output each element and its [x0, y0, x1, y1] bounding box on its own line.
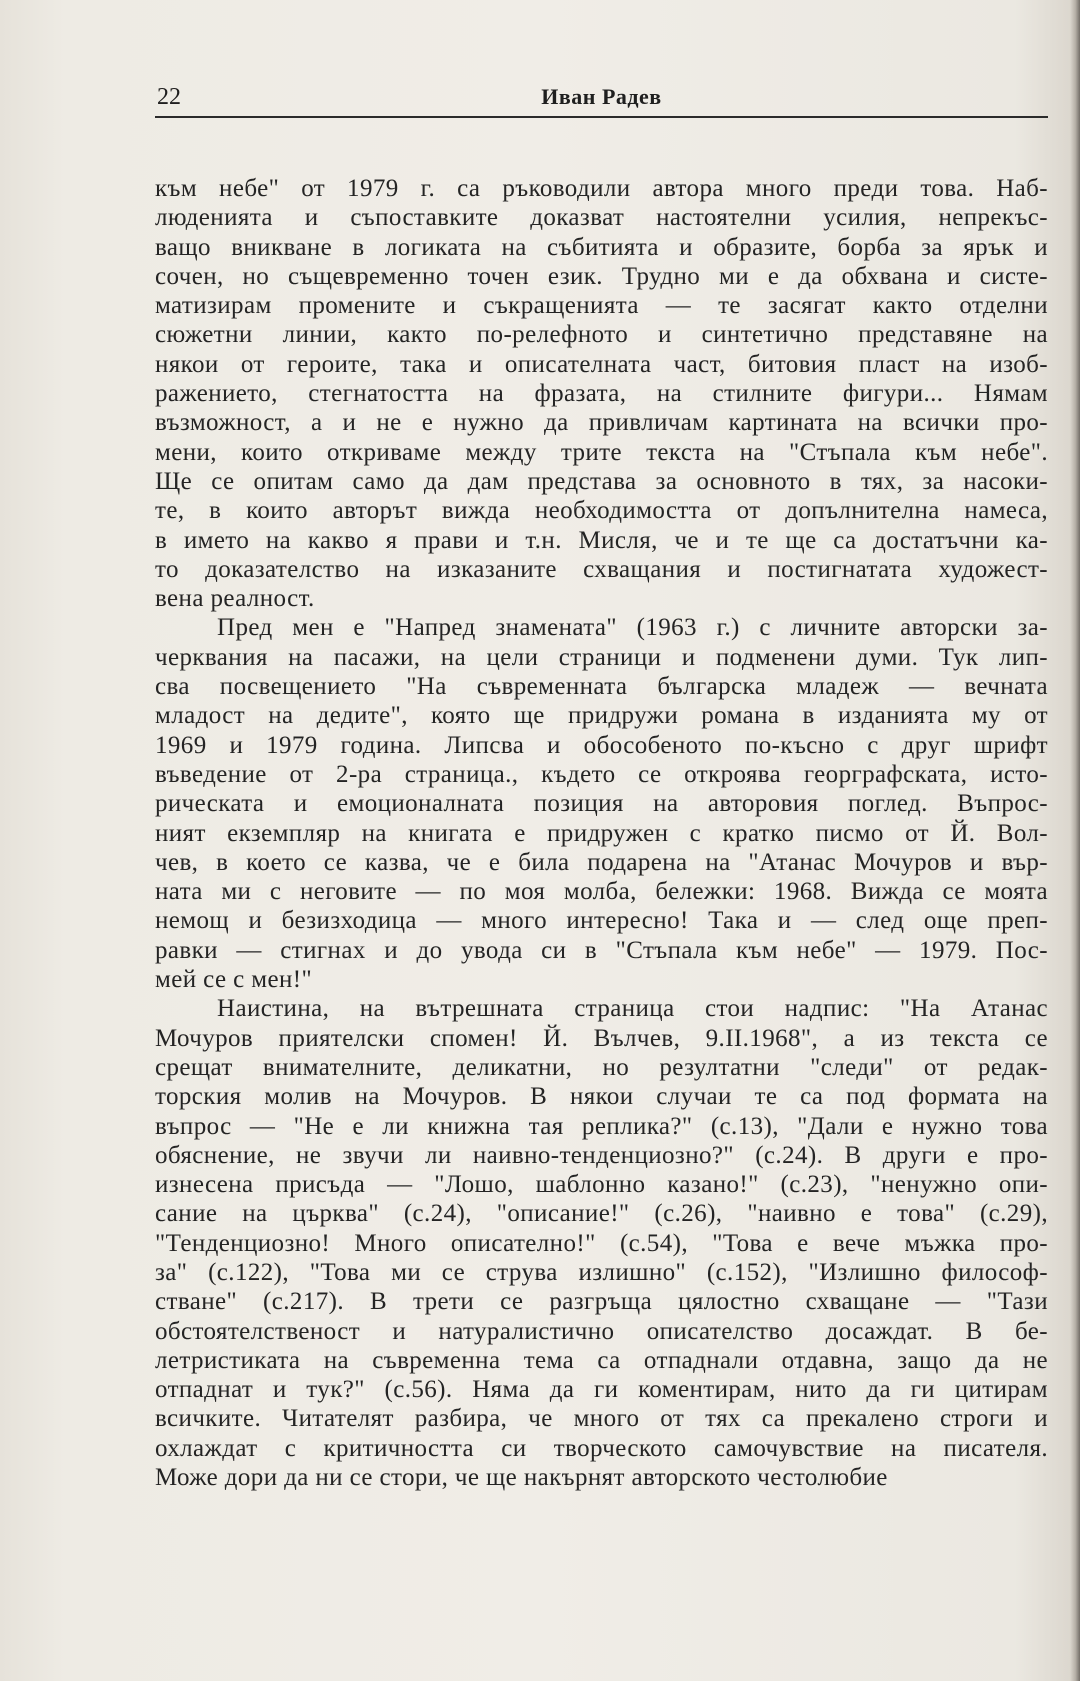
text-line: равки — стигнах и до увода си в "Стъпала към небе" — 1979. Пос-: [155, 936, 1048, 964]
text-line: сочен, но същевременно точен език. Трудно ми е да обхвана и систе-: [155, 262, 1048, 290]
text-line: люденията и съпоставките доказват настоятелни усилия, непрекъс-: [155, 204, 1048, 232]
text-line: въпрос — "Не е ли книжна тая реплика?" (с.13), "Дали е нужно това: [155, 1112, 1048, 1140]
text-line: черквания на пасажи, на цели страници и подменени думи. Тук лип-: [155, 643, 1048, 671]
text-line: младост на дедите", която ще придружи романа в изданията му от: [155, 702, 1048, 730]
paragraph: [155, 994, 1048, 1492]
text-line: то доказателство на изказаните схващания и постигнатата художест-: [155, 555, 1048, 583]
text-line: мени, които откриваме между трите текста на "Стъпала към небе".: [155, 438, 1048, 466]
text-line: обяснение, не звучи ли наивно-тенденциозно?" (с.24). В други е про-: [155, 1141, 1048, 1169]
running-head: Иван Радев: [541, 84, 662, 109]
text-line: въведение от 2-ра страница., където се откроява георграфската, исто-: [155, 760, 1048, 788]
text-line: ващо вникване в логиката на събитията и образите, борба за ярък и: [155, 233, 1048, 261]
text-line: сва посвещението "На съвременната българска младеж — вечната: [155, 673, 1048, 701]
text-line: немощ и безизходица — много интересно! Така и — след още преп-: [155, 907, 1048, 935]
text-line: "Тенденциозно! Много описателно!" (с.54), "Това е вече мъжка про-: [155, 1229, 1048, 1257]
text-line: за" (с.122), "Това ми се струва излишно" (с.152), "Излишно философ-: [155, 1258, 1048, 1286]
text-line: Мочуров приятелски спомен! Й. Вълчев, 9.II.1968", а из текста се: [155, 1024, 1048, 1052]
text-line: срещат внимателните, деликатни, но резултатни "следи" от редак-: [155, 1053, 1048, 1081]
text-line: стване" (с.217). В трети се разгръща цялостно схващане — "Тази: [155, 1288, 1048, 1316]
text-line: летристиката на съвременна тема са отпаднали отдавна, защо да не: [155, 1346, 1048, 1374]
text-line: чев, в което се казва, че е била подарена на "Атанас Мочуров и вър-: [155, 848, 1048, 876]
text-line: изнесена присъда — "Лошо, шаблонно казано!" (с.23), "ненужно опи-: [155, 1171, 1048, 1199]
text-line: сюжетни линии, както по-релефното и синтетично представяне на: [155, 321, 1048, 349]
page-number: 22: [157, 84, 181, 110]
text-line: в името на какво я прави и т.н. Мисля, че и те ще са достатъчни ка-: [155, 526, 1048, 554]
paragraph: [155, 613, 1048, 994]
text-line: сание на църква" (с.24), "описание!" (с.26), "наивно е това" (с.29),: [155, 1200, 1048, 1228]
text-line: ражението, стегнатостта на фразата, на стилните фигури... Нямам: [155, 380, 1048, 408]
text-line: матизирам промените и съкращенията — те засягат както отделни: [155, 292, 1048, 320]
text-line: Ще се опитам само да дам представа за основното в тях, за насоки-: [155, 467, 1048, 495]
text-line: вена реалност.: [155, 585, 315, 613]
text-line: торския молив на Мочуров. В някои случаи те са под формата на: [155, 1083, 1048, 1111]
text-line: към небе" от 1979 г. са ръководили автора много преди това. Наб-: [155, 175, 1048, 202]
text-line: рическата и емоционалната позиция на авторовия поглед. Въпрос-: [155, 790, 1048, 818]
text-line: обстоятелственост и натуралистично описателство досаждат. В бе-: [155, 1317, 1048, 1345]
text-line: те, в които авторът вижда необходимостта от допълнителна намеса,: [155, 497, 1048, 525]
page-edge-shadow: [1070, 0, 1080, 1681]
text-line: отпаднат и тук?" (с.56). Няма да ги коментирам, нито да ги цитирам: [155, 1376, 1048, 1404]
text-line: възможност, а и не е нужно да привличам картината на всички про-: [155, 409, 1048, 437]
text-line: ният екземпляр на книгата е придружен с кратко писмо от Й. Вол-: [155, 819, 1048, 847]
text-line: всичките. Читателят разбира, че много от тях са прекалено строги и: [155, 1405, 1048, 1433]
text-line: някои от героите, така и описателната част, битовия пласт на изоб-: [155, 350, 1048, 378]
text-line: охлаждат с критичността си творческото самочувствие на писателя.: [155, 1434, 1048, 1462]
text-line: Може дори да ни се стори, че ще накърнят авторското честолюбие: [155, 1464, 888, 1492]
paragraph: [155, 174, 1048, 613]
text-line: 1969 и 1979 година. Липсва и обособеното по-късно с друг шрифт: [155, 731, 1048, 759]
page-header: [155, 82, 1048, 118]
text-line: ната ми с неговите — по моя молба, бележки: 1968. Вижда се моята: [155, 878, 1048, 906]
text-line: мей се с мен!": [155, 966, 313, 994]
body-text: [155, 174, 1048, 1492]
text-line: Пред мен е "Напред знамената" (1963 г.) с личните авторски за-: [217, 614, 1048, 642]
text-line: Наистина, на вътрешната страница стои надпис: "На Атанас: [217, 995, 1048, 1023]
